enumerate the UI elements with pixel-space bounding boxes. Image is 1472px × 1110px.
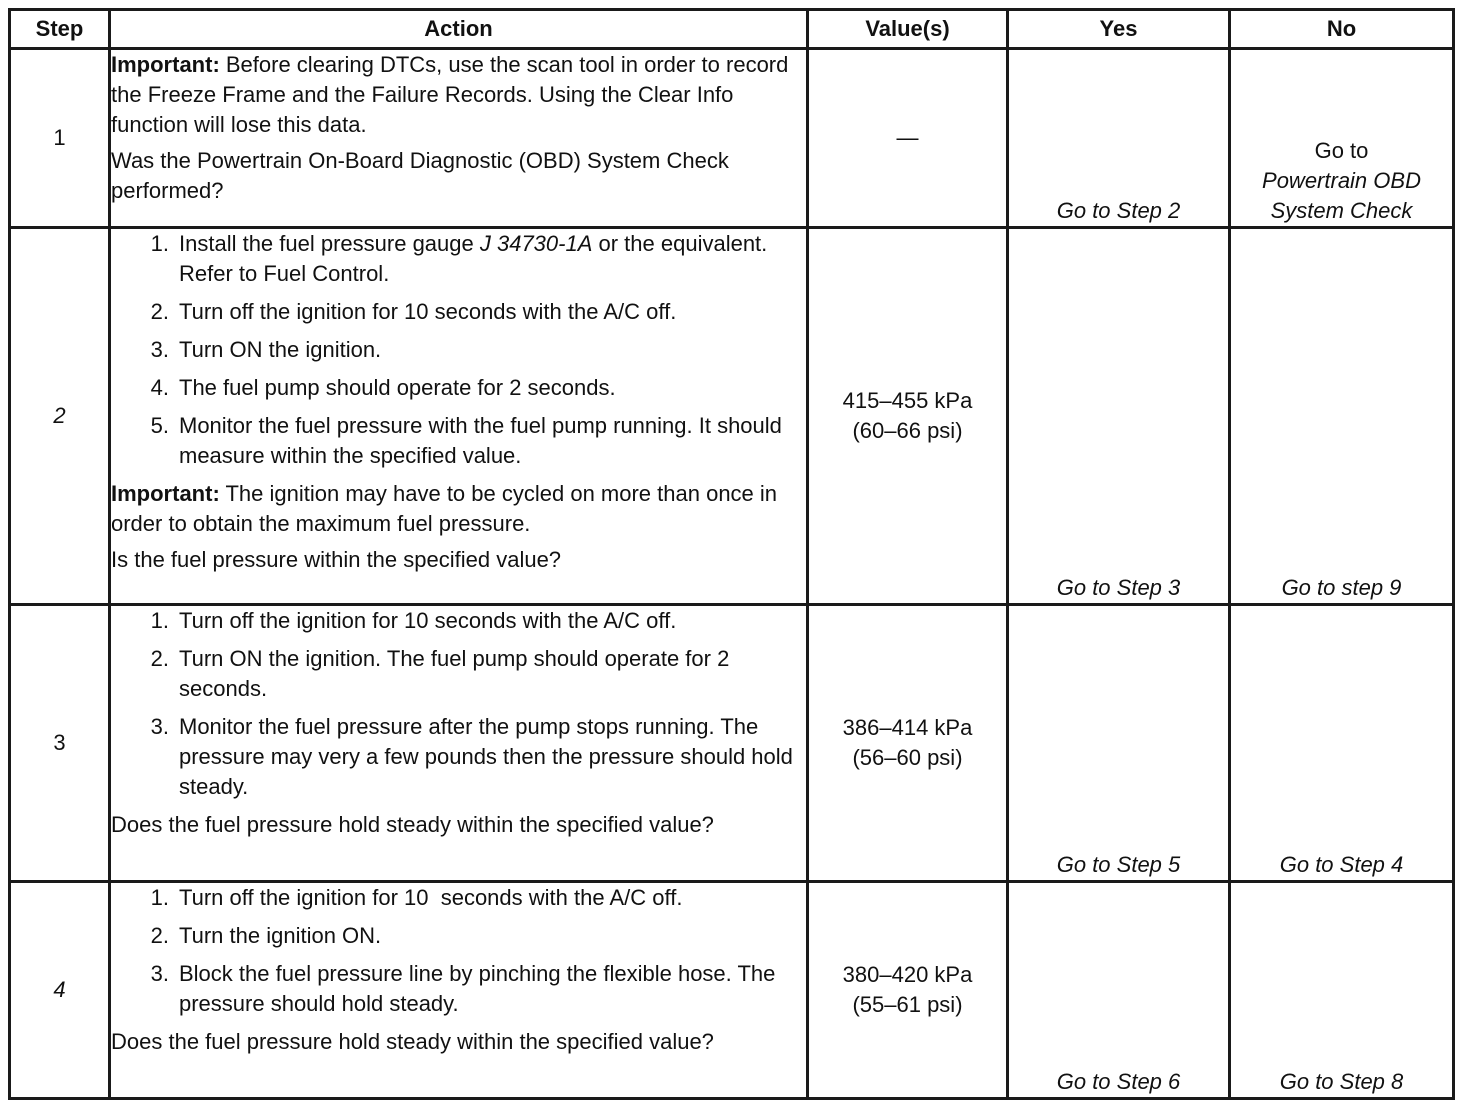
list-item: [111, 229, 806, 289]
no-prefix: Go to: [1314, 138, 1369, 163]
list-item-number: 2.: [150, 923, 169, 948]
procedure-list: [111, 883, 806, 1019]
value-psi: (55–61 psi): [852, 992, 963, 1017]
list-item-number: 3.: [150, 337, 169, 362]
diagnostic-table: [8, 8, 1455, 1100]
list-item-text: Turn ON the ignition. The fuel pump should operate for 2 seconds.: [179, 646, 730, 701]
list-item: [111, 883, 806, 913]
question-text: Does the fuel pressure hold steady within the specified value?: [111, 812, 714, 837]
important-label: Important:: [111, 52, 220, 77]
list-item-number: 2.: [150, 299, 169, 324]
important-label: Important:: [111, 481, 220, 506]
action-cell: [110, 882, 808, 1099]
list-item-text: Monitor the fuel pressure after the pump stops running. The pressure may very a few pounds then the pressure should hold steady.: [179, 714, 793, 799]
list-item: [111, 921, 806, 951]
header-no: No: [1230, 10, 1454, 49]
table-row: [10, 882, 1454, 1099]
question-text: Does the fuel pressure hold steady within the specified value?: [111, 1029, 714, 1054]
no-cell: [1230, 228, 1454, 605]
action-cell: [110, 605, 808, 882]
yes-cell: [1008, 228, 1230, 605]
step-number: 2: [10, 228, 110, 605]
value-cell: [808, 605, 1008, 882]
list-item-text: Turn ON the ignition.: [179, 337, 382, 362]
list-item-number: 1.: [150, 885, 169, 910]
important-note: [111, 479, 806, 539]
yes-link[interactable]: Go to Step 3: [1056, 575, 1181, 600]
list-item-number: 5.: [150, 413, 169, 438]
value-kpa: 380–420 kPa: [842, 962, 973, 987]
action-cell: [110, 228, 808, 605]
list-item-number: 3.: [150, 961, 169, 986]
list-item-text: The fuel pump should operate for 2 seconds.: [179, 375, 616, 400]
list-item-text: Block the fuel pressure line by pinching the flexible hose. The pressure should hold steady.: [179, 961, 776, 1016]
procedure-list: [111, 229, 806, 471]
value-kpa: 415–455 kPa: [842, 388, 973, 413]
list-item: [111, 411, 806, 471]
list-item-text-post: or the equivalent. Refer to Fuel Control.: [179, 231, 768, 286]
yes-cell: [1008, 49, 1230, 228]
list-item: [111, 606, 806, 636]
table-row: [10, 228, 1454, 605]
list-item: [111, 373, 806, 403]
step-number: 1: [10, 49, 110, 228]
yes-cell: [1008, 882, 1230, 1099]
tool-number: J 34730-1A: [479, 231, 593, 256]
value-psi: (56–60 psi): [852, 745, 963, 770]
list-item-text: Turn off the ignition for 10 seconds with the A/C off.: [179, 885, 683, 910]
value-kpa: 386–414 kPa: [842, 715, 973, 740]
header-step: Step: [10, 10, 110, 49]
question-text: Is the fuel pressure within the specified value?: [111, 547, 562, 572]
no-cell: [1230, 882, 1454, 1099]
list-item-text: Monitor the fuel pressure with the fuel pump running. It should measure within the specified value.: [179, 413, 782, 468]
list-item-text-pre: Install the fuel pressure gauge: [179, 231, 480, 256]
list-item-text: Turn the ignition ON.: [179, 923, 382, 948]
important-text: Before clearing DTCs, use the scan tool in order to record the Freeze Frame and the Failure Records. Using the Clear Info function will lose this data.: [111, 52, 789, 137]
list-item-text: [179, 229, 806, 289]
list-item-number: 4.: [150, 375, 169, 400]
header-action: Action: [110, 10, 808, 49]
important-text: The ignition may have to be cycled on more than once in order to obtain the maximum fuel pressure.: [111, 481, 778, 536]
value-dash: —: [896, 125, 919, 150]
action-cell: [110, 49, 808, 228]
list-item: [111, 959, 806, 1019]
table-row: [10, 49, 1454, 228]
list-item-text: Turn off the ignition for 10 seconds with the A/C off.: [179, 608, 677, 633]
important-note: [111, 50, 806, 140]
procedure-list: [111, 606, 806, 802]
list-item: [111, 712, 806, 802]
question-text: Was the Powertrain On-Board Diagnostic (OBD) System Check performed?: [111, 148, 729, 203]
no-link[interactable]: Powertrain OBD System Check: [1262, 168, 1421, 223]
list-item-number: 1.: [150, 231, 169, 256]
yes-link[interactable]: Go to Step 2: [1056, 198, 1181, 223]
list-item: [111, 644, 806, 704]
no-link[interactable]: Go to step 9: [1281, 575, 1402, 600]
step-number: 4: [10, 882, 110, 1099]
list-item: [111, 335, 806, 365]
no-link[interactable]: Go to Step 4: [1279, 852, 1404, 877]
no-cell: [1230, 49, 1454, 228]
header-row: [10, 10, 1454, 49]
step-number: 3: [10, 605, 110, 882]
header-values: Value(s): [808, 10, 1008, 49]
list-item-text: Turn off the ignition for 10 seconds with the A/C off.: [179, 299, 677, 324]
header-yes: Yes: [1008, 10, 1230, 49]
list-item-number: 3.: [150, 714, 169, 739]
no-cell: [1230, 605, 1454, 882]
yes-link[interactable]: Go to Step 6: [1056, 1069, 1181, 1094]
table-row: [10, 605, 1454, 882]
value-cell: [808, 49, 1008, 228]
value-cell: [808, 228, 1008, 605]
no-link[interactable]: Go to Step 8: [1279, 1069, 1404, 1094]
yes-cell: [1008, 605, 1230, 882]
list-item-number: 1.: [150, 608, 169, 633]
value-cell: [808, 882, 1008, 1099]
list-item: [111, 297, 806, 327]
value-psi: (60–66 psi): [852, 418, 963, 443]
list-item-number: 2.: [150, 646, 169, 671]
yes-link[interactable]: Go to Step 5: [1056, 852, 1181, 877]
